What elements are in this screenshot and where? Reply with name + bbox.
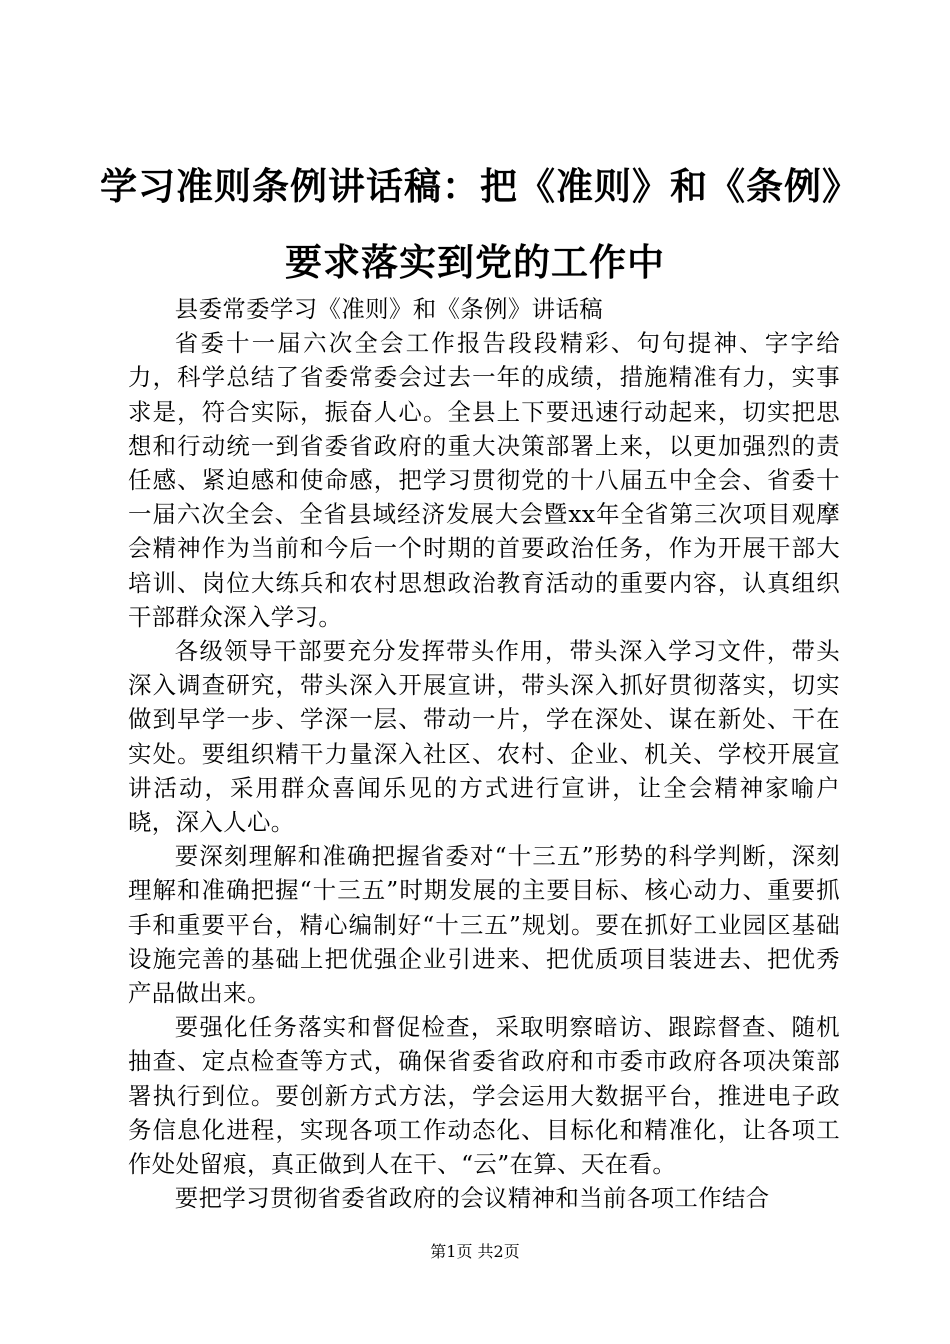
document-body bbox=[128, 292, 840, 1215]
paragraph: 省委十一届六次全会工作报告段段精彩、句句提神、字字给力，科学总结了省委常委会过去一年的成绩，措施精准有力，实事求是，符合实际，振奋人心。全县上下要迅速行动起来，切实把思想和行动统一到省委省政府的重大决策部署上来，以更加强烈的责任感、紧迫感和使命感，把学习贯彻党的十八届五中全会、省委十一届六次全会、全省县域经济发展大会暨xx年全省第三次项目观摩会精神作为当前和今后一个时期的首要政治任务，作为开展干部大培训、岗位大练兵和农村思想政治教育活动的重要内容，认真组织干部群众深入学习。 bbox=[128, 329, 840, 631]
document-title bbox=[100, 148, 860, 300]
paragraph: 要深刻理解和准确把握省委对“十三五”形势的科学判断，深刻理解和准确把握“十三五”时期发展的主要目标、核心动力、重要抓手和重要平台，精心编制好“十三五”规划。要在抓好工业园区基础设施完善的基础上把优强企业引进来、把优质项目装进去、把优秀产品做出来。 bbox=[128, 842, 840, 1008]
title-line-1: 学习准则条例讲话稿：把《准则》和《条例》 bbox=[100, 164, 860, 208]
title-line-2: 要求落实到党的工作中 bbox=[285, 240, 665, 284]
page-number-footer: 第1页 共2页 bbox=[430, 1242, 520, 1261]
paragraph: 要强化任务落实和督促检查，采取明察暗访、跟踪督查、随机抽查、定点检查等方式，确保省委省政府和市委市政府各项决策部署执行到位。要创新方式方法，学会运用大数据平台，推进电子政务信息化进程，实现各项工作动态化、目标化和精准化，让各项工作处处留痕，真正做到人在干、“云”在算、天在看。 bbox=[128, 1013, 840, 1179]
paragraph: 各级领导干部要充分发挥带头作用，带头深入学习文件，带头深入调查研究，带头深入开展宣讲，带头深入抓好贯彻落实，切实做到早学一步、学深一层、带动一片，学在深处、谋在新处、干在实处。要组织精干力量深入社区、农村、企业、机关、学校开展宣讲活动，采用群众喜闻乐见的方式进行宣讲，让全会精神家喻户晓，深入人心。 bbox=[128, 637, 840, 837]
paragraph: 要把学习贯彻省委省政府的会议精神和当前各项工作结合 bbox=[174, 1184, 770, 1213]
document-subtitle: 县委常委学习《准则》和《条例》讲话稿 bbox=[174, 295, 604, 323]
